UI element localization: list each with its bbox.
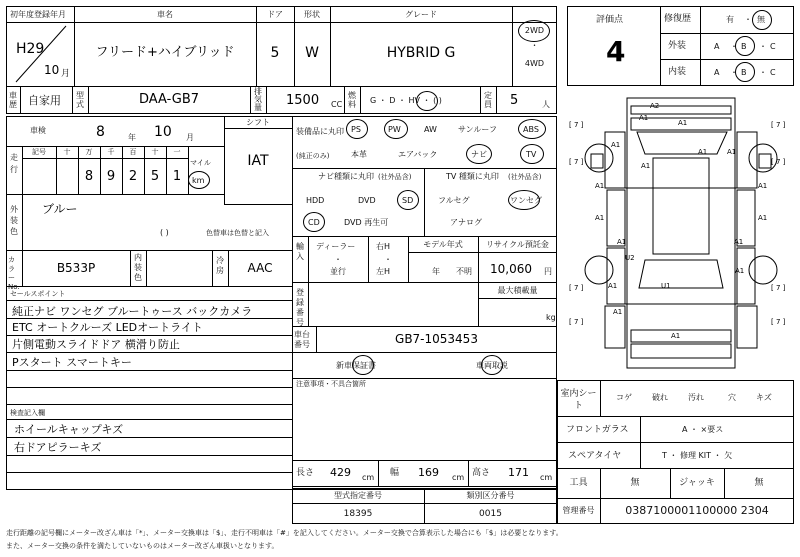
navi-cd: CD [308, 218, 320, 227]
color-no-value: B533P [56, 261, 96, 275]
inspection-month: 10 [154, 124, 172, 140]
footer-note-2: また、メーター交換の条件を満たしていないものはメーター改ざん車扱いとなります。 [6, 542, 279, 550]
height-value: 171 [508, 466, 529, 479]
mileage-col-symbol: 記号 [32, 148, 46, 156]
equip-aw: AW [424, 125, 437, 134]
rear-window [639, 260, 723, 288]
seat-item: 穴 [728, 393, 736, 402]
damage-label: A1 [758, 182, 768, 190]
rear-gate [631, 330, 731, 342]
rating-header: 評価点 [596, 15, 624, 25]
first-reg-header: 初年度登録年月 [10, 10, 66, 19]
model-year-unit: 年 [432, 267, 440, 276]
mgmt-value: 0387100001100000 2304 [625, 504, 769, 517]
repair-header: 修復歴 [664, 14, 692, 24]
damage-label: A2 [650, 102, 660, 110]
width-unit: cm [452, 473, 465, 482]
warranty-label: 新車保証書 [336, 361, 376, 370]
damage-label: A1 [678, 119, 688, 127]
damage-label: A1 [735, 267, 745, 275]
reg-month: 10 [44, 63, 60, 77]
mileage-col-ichi: 一 [173, 148, 181, 156]
category-header: 類別区分番号 [466, 491, 515, 500]
bracket-label: [ 7 ] [771, 158, 786, 166]
repair-dot: ・ [744, 15, 752, 24]
ext-color-value: ブルー [42, 202, 78, 216]
damage-label: A1 [608, 282, 618, 290]
right-mirror [759, 154, 771, 168]
sales-header: セールスポイント [10, 290, 66, 298]
door-header: ドア [267, 10, 283, 19]
tv-fullseg: フルセグ [438, 196, 470, 205]
fuel-options: G ・ D ・ HV ・ ( ) [370, 96, 442, 105]
tire-rear-right [749, 256, 777, 284]
mileage-col-hyaku: 百 [129, 148, 137, 156]
inspector-header: 検査記入欄 [10, 409, 45, 417]
car-body-outline [627, 98, 735, 368]
spare-header: スペアタイヤ [568, 451, 622, 461]
model-header: 型式 [76, 91, 84, 109]
disp-header: 排気量 [254, 87, 262, 112]
sales-line: 純正ナビ ワンセグ ブルートゥース バックカメラ [12, 305, 253, 318]
equip-abs: ABS [523, 125, 539, 134]
reg-no-header: 登録番号 [296, 288, 304, 327]
spare-options: T ・ 修理 KIT ・ 欠 [662, 451, 733, 460]
import-dot2: ・ [384, 255, 392, 264]
door-value: 5 [270, 45, 280, 61]
glass-options: A ・ ×要ス [682, 425, 724, 434]
roof [653, 158, 709, 254]
ext-grade-dot2: ・ [759, 42, 767, 51]
repair-yes: 有 [726, 15, 734, 24]
navi-dvd: DVD [358, 196, 376, 205]
navi-note: (社外品含) [378, 173, 412, 181]
navi-dvd-play: DVD 再生可 [344, 218, 389, 227]
damage-label: A1 [698, 148, 708, 156]
seat-item: キズ [756, 393, 772, 402]
drive-sep: ・ [530, 41, 539, 50]
disp-unit: CC [331, 100, 343, 109]
tools-value: 無 [630, 478, 640, 488]
ac-header: 冷房 [216, 256, 224, 275]
reg-month-unit: 月 [61, 69, 71, 79]
int-grade-dot2: ・ [759, 68, 767, 77]
int-grade-a: A [714, 68, 720, 77]
left-mirror [591, 154, 603, 168]
bracket-label: [ 7 ] [771, 284, 786, 292]
windshield [637, 132, 727, 154]
right-fender [737, 132, 757, 188]
shape-header: 形状 [304, 10, 320, 19]
navi-hdd: HDD [306, 196, 325, 205]
damage-label: A1 [595, 182, 605, 190]
import-header: 輸入 [296, 242, 304, 261]
damage-label: A1 [734, 238, 744, 246]
tv-header: TV 種類に丸印 [446, 172, 499, 181]
max-load-unit: kg [546, 313, 556, 322]
car-damage-diagram [567, 92, 794, 376]
notes-header: 注意事項・不具合箇所 [296, 380, 366, 388]
drive-4wd: 4WD [524, 59, 545, 68]
right-quarter [737, 306, 757, 348]
length-label: 長さ [296, 468, 315, 478]
equip-tv: TV [526, 150, 537, 159]
damage-label: A1 [595, 214, 605, 222]
damage-label: A1 [613, 308, 623, 316]
damage-label: A1 [671, 332, 681, 340]
chassis-value: GB7-1053453 [395, 332, 478, 346]
type-header: 型式指定番号 [334, 491, 382, 500]
car-name: フリード+ハイブリッド [95, 45, 235, 60]
disp-value: 1500 [286, 93, 320, 108]
ext-grade-a: A [714, 42, 720, 51]
tv-analog: アナログ [450, 218, 482, 227]
km-label: km [192, 176, 205, 185]
equipment-header: 装備品に丸印 [296, 127, 344, 136]
tire-rear-left [585, 256, 613, 284]
bracket-label: [ 7 ] [569, 121, 584, 129]
manual-label: 車両取説 [476, 361, 508, 370]
mileage-col-sen: 千 [107, 148, 115, 156]
width-label: 幅 [390, 468, 400, 478]
bracket-label: [ 7 ] [569, 158, 584, 166]
damage-label: A1 [639, 114, 649, 122]
category-value: 0015 [479, 509, 502, 519]
drive-2wd: 2WD [524, 26, 545, 35]
equip-leather: 本革 [351, 150, 367, 159]
model-value: DAA-GB7 [138, 92, 200, 107]
length-unit: cm [362, 473, 375, 482]
mileage-digit: 2 [128, 169, 138, 184]
inspection-year-unit: 年 [128, 133, 136, 142]
max-load-header: 最大積載量 [497, 286, 538, 295]
seat-item: 汚れ [688, 393, 704, 402]
inspector-line: ホイールキャップキズ [14, 423, 124, 436]
capacity-unit: 人 [542, 100, 550, 109]
rear-bumper [631, 344, 731, 358]
damage-label: A1 [641, 162, 651, 170]
height-unit: cm [540, 473, 553, 482]
import-dealer: ディーラー [316, 242, 356, 251]
ext-grade-header: 外装 [668, 41, 687, 51]
type-value: 18395 [343, 509, 373, 519]
import-parallel: 並行 [330, 267, 346, 276]
recycle-value: 10,060 [490, 262, 532, 276]
tv-note: (社外品含) [508, 173, 542, 181]
equipment-sub: (純正のみ) [296, 152, 330, 160]
tools-header: 工具 [569, 478, 588, 488]
equip-airbag: エアバック [398, 150, 438, 159]
import-dot: ・ [334, 255, 342, 264]
right-door-rear [737, 248, 755, 304]
inspection-header: 車検 [30, 126, 46, 135]
bracket-label: [ 7 ] [771, 121, 786, 129]
mileage-digit: 5 [150, 169, 160, 184]
bracket-label: [ 7 ] [569, 318, 584, 326]
bracket-label: [ 7 ] [771, 318, 786, 326]
mgmt-header: 管理番号 [562, 506, 595, 515]
damage-label: U1 [661, 282, 671, 290]
fuel-circle [416, 91, 438, 111]
recycle-unit: 円 [544, 267, 552, 276]
navi-header: ナビ種類に丸印 [318, 172, 374, 181]
shift-header: シフト [246, 118, 270, 127]
damage-label: A1 [758, 214, 768, 222]
int-grade-header: 内装 [668, 67, 687, 77]
damage-label: U2 [625, 254, 635, 262]
seat-item: コゲ [616, 393, 632, 402]
use-header: 車歴 [9, 91, 17, 109]
capacity-header: 定員 [484, 91, 492, 109]
equip-pw: PW [388, 125, 401, 134]
int-grade-b: B [741, 68, 747, 77]
equip-navi: ナビ [471, 150, 487, 159]
mileage-col-man: 万 [85, 148, 93, 156]
capacity-value: 5 [510, 93, 519, 108]
car-name-header: 車名 [157, 10, 173, 19]
equip-sunroof: サンルーフ [458, 125, 497, 134]
front-bumper [631, 106, 731, 114]
mileage-digit: 8 [84, 169, 94, 184]
era-year: H29 [16, 41, 45, 57]
seat-item: 破れ [652, 393, 668, 402]
model-year-header: モデル年式 [423, 240, 463, 249]
ext-color-paren: ( ) [160, 228, 169, 237]
grade-header: グレード [405, 10, 437, 19]
use-value: 自家用 [28, 94, 61, 107]
mileage-col-10man: 十 [63, 148, 71, 156]
mileage-digit: 1 [172, 169, 182, 184]
fuel-header: 燃料 [348, 91, 356, 109]
glass-header: フロントガラス [566, 425, 629, 435]
model-year-value: 不明 [456, 267, 472, 276]
shift-value: IAT [247, 153, 269, 169]
sales-line: 片側電動スライドドア 横滑り防止 [12, 338, 180, 351]
int-grade-c: C [770, 68, 776, 77]
footer-note-1: 走行距離の記号欄にメーター改ざん車は「*」、メーター交換車は「$」、走行不明車は「#」を記入してください。メーター交換で合算表示した場合にも「$」は必要となります。 [6, 529, 563, 537]
color-no-header: カラーNo. [8, 256, 20, 291]
length-value: 429 [330, 466, 351, 479]
width-value: 169 [418, 466, 439, 479]
left-door-rear [607, 248, 625, 304]
inspection-year: 8 [96, 124, 105, 140]
int-color-header: 内装色 [134, 253, 142, 282]
ext-grade-b: B [741, 42, 747, 51]
bracket-label: [ 7 ] [569, 284, 584, 292]
ext-color-header: 外装色 [10, 205, 18, 236]
recycle-header: リサイクル預託金 [486, 240, 549, 249]
mileage-col-juu: 十 [151, 148, 159, 156]
ext-grade-dot: ・ [730, 42, 738, 51]
rating-value: 4 [606, 35, 626, 68]
chassis-header: 車台番号 [294, 330, 310, 349]
inspection-month-unit: 月 [186, 133, 194, 142]
navi-sd: SD [402, 196, 414, 205]
sales-line: ETC オートクルーズ LEDオートライト [12, 321, 203, 334]
mile-label: マイル [190, 159, 211, 167]
ext-color-note: 色替車は色替と記入 [206, 229, 269, 237]
import-lh: 左H [376, 267, 391, 276]
mileage-header: 走行 [10, 153, 18, 174]
damage-label: A1 [727, 148, 737, 156]
import-rh: 右H [376, 242, 391, 251]
jack-header: ジャッキ [679, 478, 715, 488]
int-grade-dot: ・ [730, 68, 738, 77]
seat-header: 室内シート [560, 389, 597, 411]
mileage-digit: 9 [106, 169, 116, 184]
shape-value: W [305, 45, 319, 61]
ac-value: AAC [247, 261, 273, 275]
equip-ps: PS [351, 125, 361, 134]
repair-no: 無 [757, 15, 765, 24]
tv-oneseg: ワンセグ [510, 196, 542, 205]
jack-value: 無 [754, 478, 764, 488]
damage-label: A1 [617, 238, 627, 246]
inspector-line: 右ドアピラーキズ [14, 441, 102, 454]
sales-line: Pスタート スマートキー [12, 356, 132, 369]
grade-value: HYBRID G [386, 45, 456, 61]
ext-grade-c: C [770, 42, 776, 51]
damage-label: A1 [611, 141, 621, 149]
height-label: 高さ [472, 468, 491, 478]
